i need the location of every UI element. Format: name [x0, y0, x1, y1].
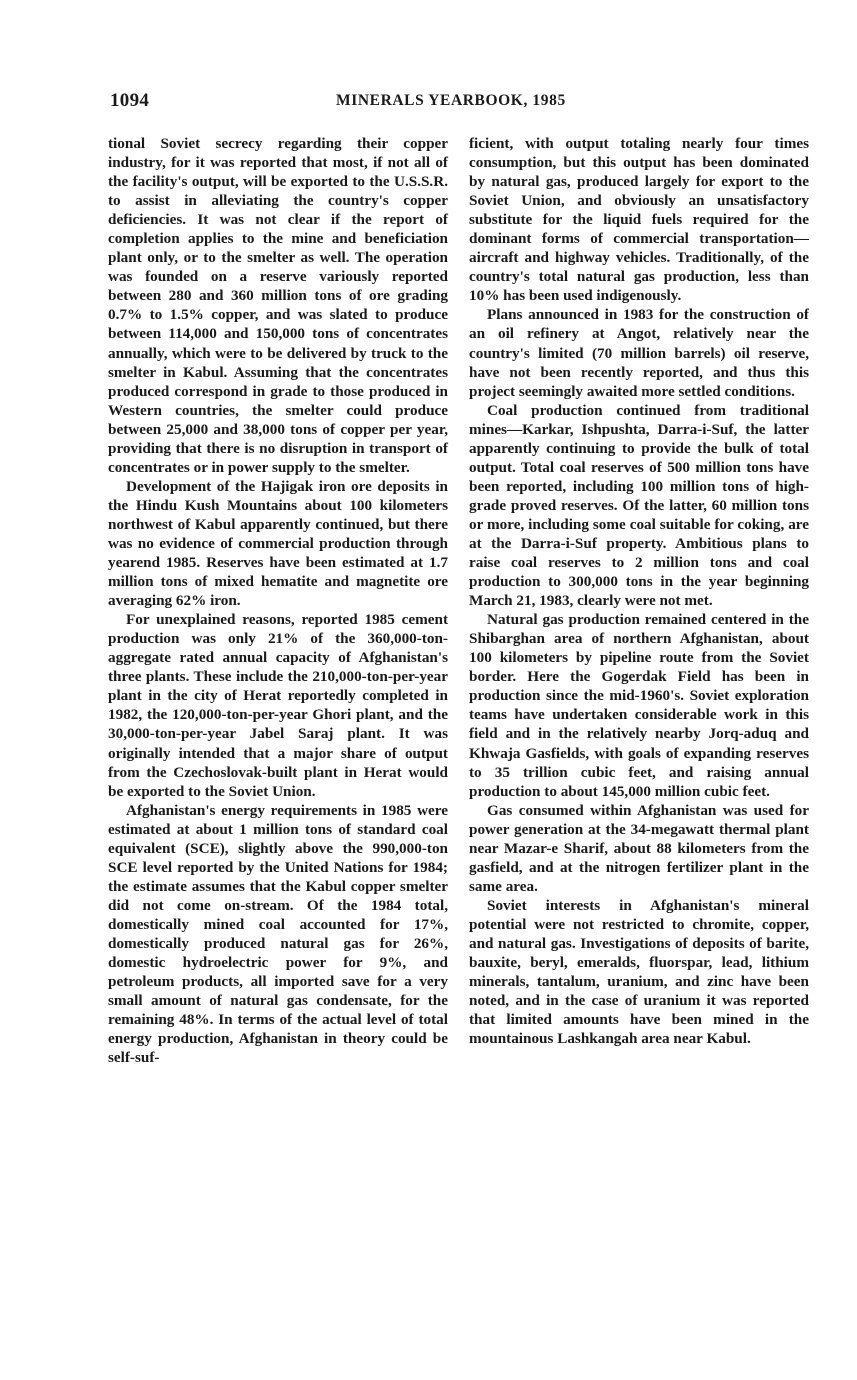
paragraph-energy-requirements: Afghanistan's energy requirements in 1985 were estimated at about 1 million tons of standard coal equivalent (SCE), slightly above the 990,000-ton SCE level reported by the United Nations for 1984; the estimate assumes that the Kabul copper smelter did not come on-stream. Of the 1984 total, domestically mined coal accounted for 17%, domestically produced natural gas for 26%, domestic hydroelectric power for 9%, and petroleum products, all imported save for a very small amount of natural gas condensate, for the remaining 48%. In terms of the actual level of total energy production, Afghanistan in theory could be self-suf-	[108, 801, 448, 1067]
paragraph-gas-consumption: Gas consumed within Afghanistan was used for power generation at the 34-megawatt thermal plant near Mazar-e Sharif, about 88 kilometers from the gasfield, and at the nitrogen fertilizer plant in the same area.	[469, 801, 809, 895]
paragraph-oil-refinery: Plans announced in 1983 for the construction of an oil refinery at Angot, relatively near the country's limited (70 million barrels) oil reserve, have not been recently reported, and thus this project seemingly awaited more settled conditions.	[469, 306, 809, 400]
page-header	[110, 90, 810, 114]
right-column	[469, 134, 809, 1048]
page-number: 1094	[110, 90, 150, 111]
paragraph-cement: For unexplained reasons, reported 1985 cement production was only 21% of the 360,000-ton-aggregate rated annual capacity of Afghanistan's three plants. These include the 210,000-ton-per-year plant in the city of Herat reportedly completed in 1982, the 120,000-ton-per-year Ghori plant, and the 30,000-ton-per-year Jabel Saraj plant. It was originally intended that a major share of output from the Czechoslovak-built plant in Herat would be exported to the Soviet Union.	[108, 611, 448, 800]
paragraph-soviet-interests: Soviet interests in Afghanistan's mineral potential were not restricted to chromite, copper, and natural gas. Investigations of deposits of barite, bauxite, beryl, emeralds, fluorspar, lead, lithium minerals, tantalum, uranium, and zinc have been noted, and in the case of uranium it was reported that limited amounts have been mined in the mountainous Lashkangah area near Kabul.	[469, 896, 809, 1048]
left-column	[108, 134, 448, 1067]
paragraph-natural-gas: Natural gas production remained centered in the Shibarghan area of northern Afghanistan, about 100 kilometers by pipeline route from the Soviet border. Here the Gogerdak Field has been in production since the mid-1960's. Soviet exploration teams have undertaken considerable work in this field and in the relatively nearby Jorq-aduq and Khwaja Gasfields, with goals of expanding reserves to 35 trillion cubic feet, and raising annual production to about 145,000 million cubic feet.	[469, 611, 809, 800]
paragraph-hajigak-iron: Development of the Hajigak iron ore deposits in the Hindu Kush Mountains about 100 kilometers northwest of Kabul apparently continued, but there was no evidence of commercial production through yearend 1985. Reserves have been estimated at 1.7 million tons of mixed hematite and magnetite ore averaging 62% iron.	[108, 477, 448, 610]
paragraph-energy-continued: ficient, with output totaling nearly four times consumption, but this output has been dominated by natural gas, produced largely for export to the Soviet Union, and obviously an unsatisfactory substitute for the liquid fuels required for the dominant forms of commercial transportation—aircraft and highway vehicles. Traditionally, of the country's total natural gas production, less than 10% has been used indigenously.	[469, 135, 809, 305]
paragraph-coal: Coal production continued from traditional mines—Karkar, Ishpushta, Darra-i-Suf, the latter apparently continuing to provide the bulk of total output. Total coal reserves of 500 million tons have been reported, including 100 million tons of high-grade proved reserves. Of the latter, 60 million tons or more, including some coal suitable for coking, are at the Darra-i-Suf property. Ambitious plans to raise coal reserves to 2 million tons and coal production to 300,000 tons in the year beginning March 21, 1983, clearly were not met.	[469, 401, 809, 610]
running-title: MINERALS YEARBOOK, 1985	[336, 92, 566, 109]
paragraph-copper-smelter-continued: tional Soviet secrecy regarding their copper industry, for it was reported that most, if not all of the facility's output, will be exported to the U.S.S.R. to assist in alleviating the country's copper deficiencies. It was not clear if the report of completion applies to the mine and beneficiation plant only, or to the smelter as well. The operation was founded on a reserve variously reported between 280 and 360 million tons of ore grading 0.7% to 1.5% copper, and was slated to produce between 114,000 and 150,000 tons of concentrates annually, which were to be delivered by truck to the smelter in Kabul. Assuming that the concentrates produced correspond in grade to those produced in Western countries, the smelter could produce between 25,000 and 38,000 tons of copper per year, providing that there is no disruption in transport of concentrates or in power supply to the smelter.	[108, 135, 448, 476]
